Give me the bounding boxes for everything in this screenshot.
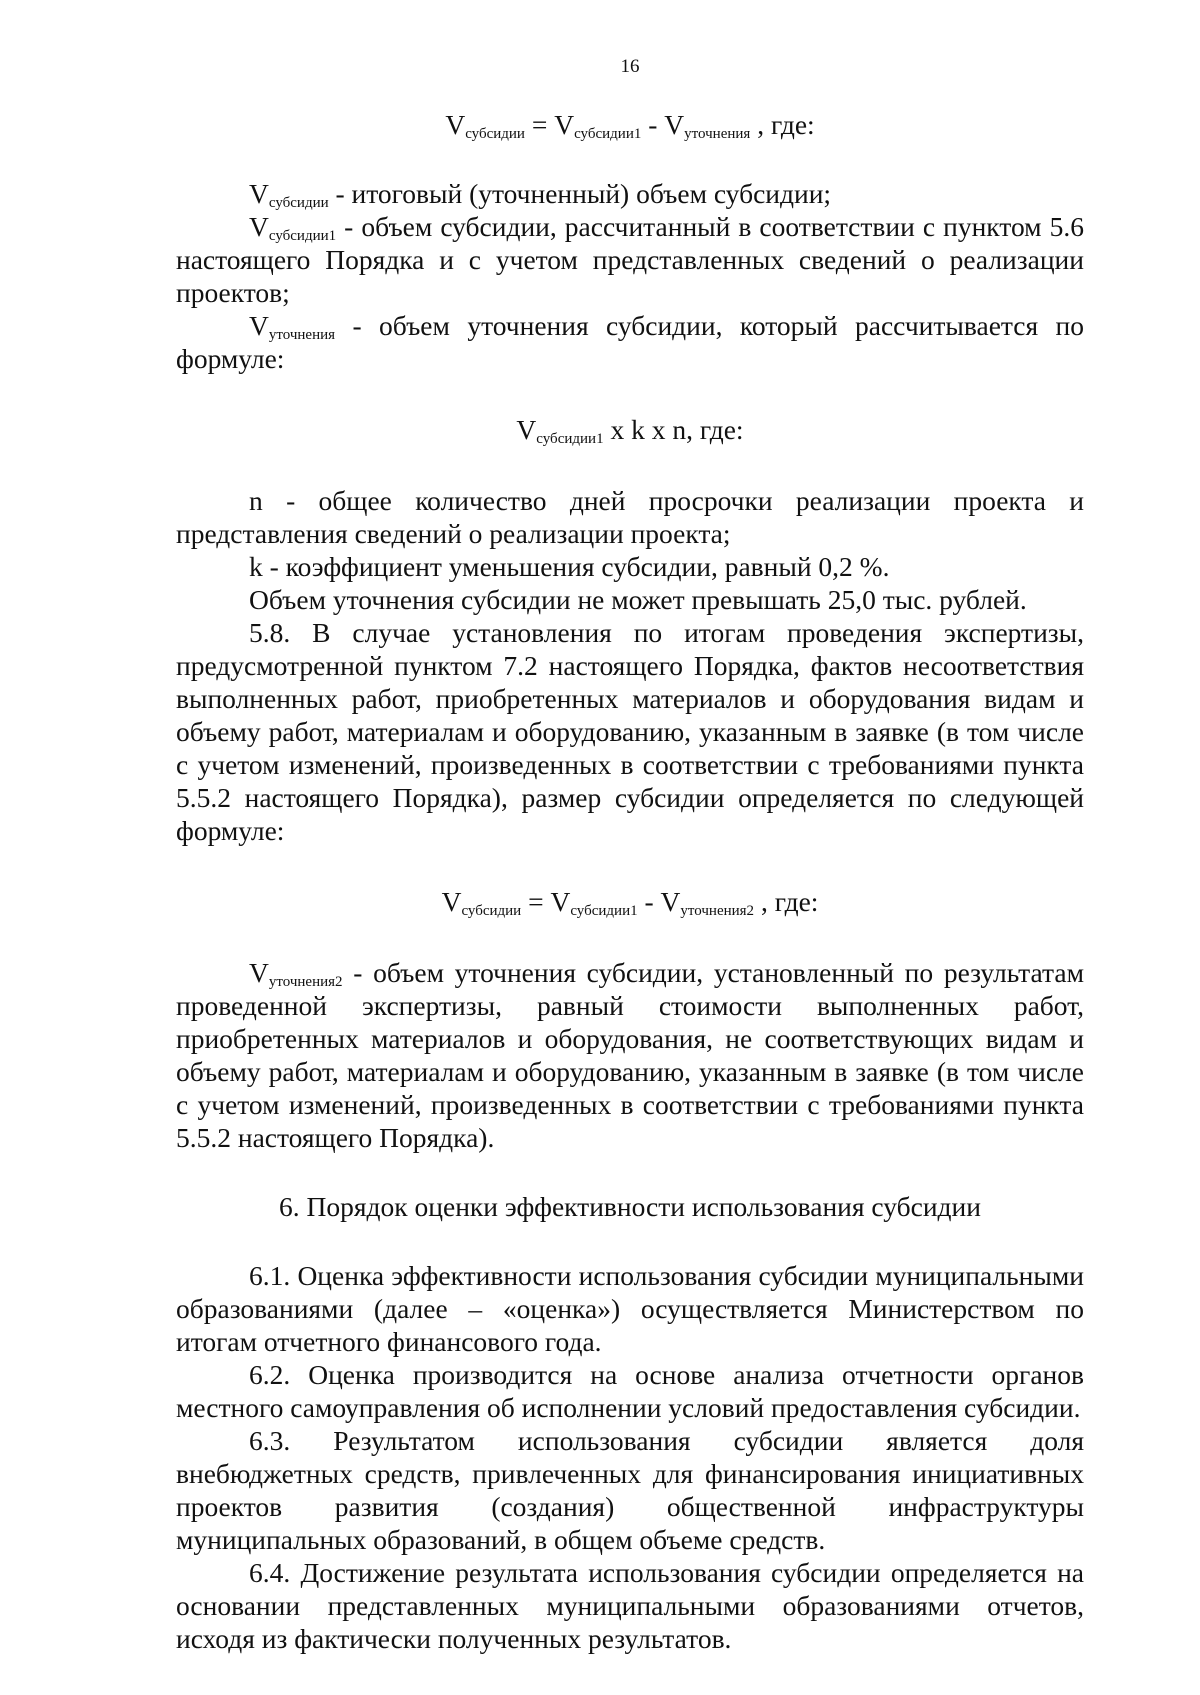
paragraph: 5.8. В случае установления по итогам проведения экспертизы, предусмотренной пунктом 7.2 настоящего Порядка, фактов несоответствия выполненных работ, приобретенных материалов и оборудования видам и объему работ, материалам и оборудованию, указанным в заявке (в том числе с учетом изменений, произведенных в соответствии с требованиями пункта 5.5.2 настоящего Порядка), размер субсидии определяется по следующей формуле: — [176, 617, 1084, 846]
paragraph: k - коэффициент уменьшения субсидии, равный 0,2 %. — [249, 551, 890, 582]
paragraph: Объем уточнения субсидии не может превышать 25,0 тыс. рублей. — [249, 584, 1027, 615]
formula-subscript: субсидии1 — [536, 431, 604, 447]
formula-subscript: субсидии1 — [574, 126, 642, 142]
formula-subscript: субсидии — [461, 903, 522, 919]
definition-var: V — [249, 211, 269, 242]
formula-var: V — [660, 886, 681, 917]
formula-var: V — [441, 886, 462, 917]
formula-operator: - — [637, 886, 661, 917]
formula-adjustment — [176, 413, 1084, 446]
formula-var: V — [516, 414, 537, 445]
definition-subscript: субсидии — [268, 195, 329, 211]
formula-tail: , где: — [750, 109, 815, 140]
paragraph: 6.1. Оценка эффективности использования субсидии муниципальными образованиями (далее – «оценка») осуществляется Министерством по итогам отчетного финансового года. — [176, 1260, 1084, 1357]
formula-var: V — [664, 109, 685, 140]
formula-var: V — [445, 109, 466, 140]
formula-operator: - — [641, 109, 665, 140]
paragraph: 6.4. Достижение результата использования субсидии определяется на основании представленных муниципальными образованиями отчетов, исходя из фактически полученных результатов. — [176, 1557, 1084, 1654]
formula-var: V — [554, 109, 575, 140]
definition-paragraph — [176, 309, 1084, 375]
formula-subsidy-expertise — [176, 885, 1084, 918]
formula-subscript: уточнения2 — [680, 903, 755, 919]
formula-operator: = — [524, 109, 555, 140]
definition-text: - объем субсидии, рассчитанный в соответствии с пунктом 5.6 настоящего Порядка и с учетом представленных сведений о реализации проектов; — [176, 211, 1084, 308]
paragraph: n - общее количество дней просрочки реализации проекта и представления сведений о реализации проекта; — [176, 485, 1084, 549]
definition-paragraph — [176, 956, 1084, 1154]
formula-tail: x k x n, где: — [603, 414, 744, 445]
definition-subscript: уточнения2 — [268, 974, 343, 990]
section-heading: 6. Порядок оценки эффективности использования субсидии — [279, 1191, 981, 1222]
definition-text: - объем уточнения субсидии, установленный по результатам проведенной экспертизы, равный стоимости выполненных работ, приобретенных материалов и оборудования, не соответствующих видам и объему работ, материалам и оборудованию, указанным в заявке (в том числе с учетом изменений, произведенных в соответствии с требованиями пункта 5.5.2 настоящего Порядка). — [176, 957, 1084, 1153]
formula-var: V — [550, 886, 571, 917]
paragraph: 6.3. Результатом использования субсидии является доля внебюджетных средств, привлеченных для финансирования инициативных проектов развития (создания) общественной инфраструктуры муниципальных образований, в общем объеме средств. — [176, 1425, 1084, 1555]
paragraph: 6.2. Оценка производится на основе анализа отчетности органов местного самоуправления об исполнении условий предоставления субсидии. — [176, 1359, 1084, 1423]
page-number: 16 — [620, 56, 640, 77]
definition-paragraph — [176, 177, 1084, 210]
definition-subscript: субсидии1 — [268, 228, 337, 244]
definition-text: - объем уточнения субсидии, который рассчитывается по формуле: — [176, 310, 1084, 374]
definition-var: V — [249, 310, 269, 341]
document-body — [176, 108, 1084, 1655]
definition-subscript: уточнения — [268, 327, 336, 343]
definition-var: V — [249, 178, 269, 209]
definition-text: - итоговый (уточненный) объем субсидии; — [328, 178, 832, 209]
formula-tail: , где: — [754, 886, 819, 917]
definition-var: V — [249, 957, 269, 988]
formula-subscript: уточнения — [684, 126, 751, 142]
definition-paragraph — [176, 210, 1084, 309]
formula-subscript: субсидии1 — [570, 903, 638, 919]
formula-subsidy-adjusted — [176, 108, 1084, 141]
formula-operator: = — [521, 886, 551, 917]
formula-subscript: субсидии — [465, 126, 525, 142]
